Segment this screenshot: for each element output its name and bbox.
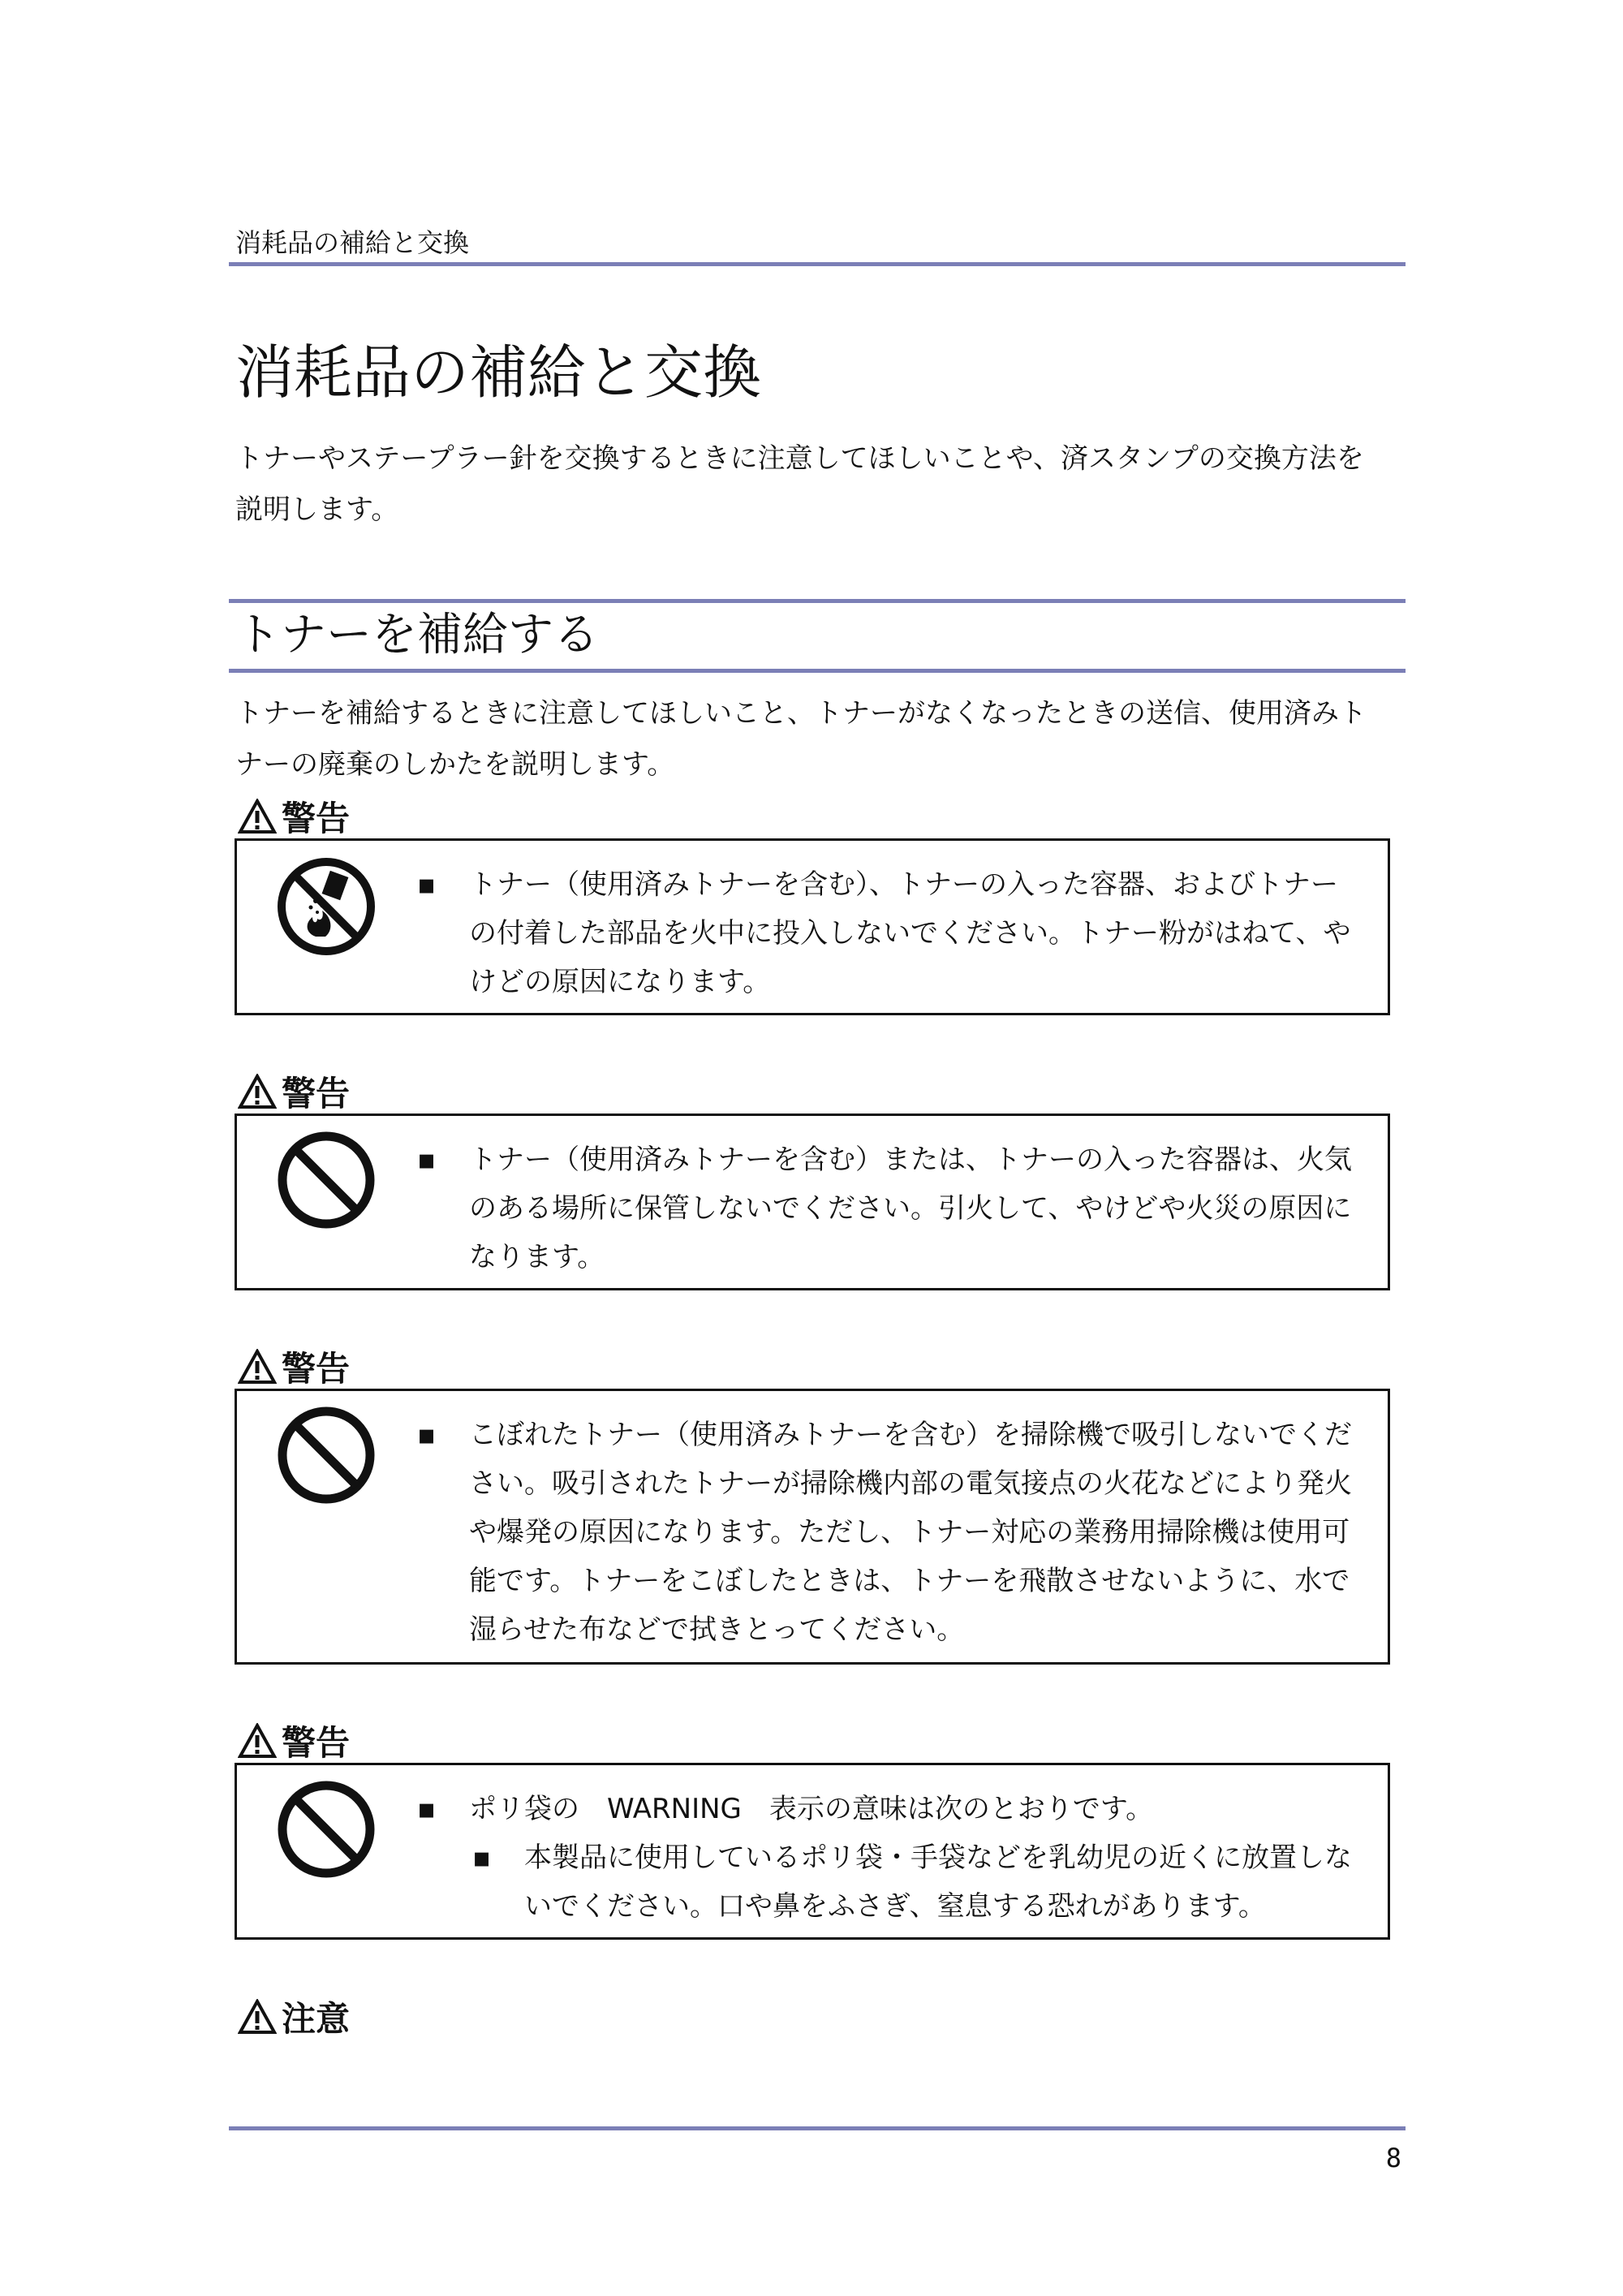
section-rule-top <box>229 599 1406 603</box>
notice-line: トナー（使用済みトナーを含む）、トナーの入った容器、およびトナー <box>469 868 1338 901</box>
warning-label: 警告 <box>282 799 351 838</box>
caution-heading <box>238 1992 350 2041</box>
notice-line: 能です。トナーをこぼしたときは、トナーを飛散させないように、水で <box>469 1565 1350 1597</box>
prohibition-icon <box>275 1404 377 1510</box>
warning-box-1 <box>235 838 1390 1015</box>
header-rule <box>229 262 1406 266</box>
notice-line: のある場所に保管しないでください。引火して、やけどや火災の原因に <box>469 1192 1352 1225</box>
warning-triangle-icon <box>238 1999 277 2035</box>
page-title: 消耗品の補給と交換 <box>235 338 762 407</box>
warning-heading-4 <box>238 1717 350 1765</box>
warning-triangle-icon <box>238 1723 277 1759</box>
no-fire-toner-icon <box>275 855 377 961</box>
notice-line: さい。吸引されたトナーが掃除機内部の電気接点の火花などにより発火 <box>469 1467 1352 1500</box>
prohibition-icon <box>275 1129 377 1234</box>
warning-label: 警告 <box>282 1723 351 1763</box>
notice-line: なります。 <box>469 1241 605 1273</box>
running-header: 消耗品の補給と交換 <box>235 227 470 258</box>
footer-rule <box>229 2126 1406 2130</box>
notice-line: トナー（使用済みトナーを含む）または、トナーの入った容器は、火気 <box>469 1144 1352 1176</box>
warning-triangle-icon <box>238 1349 277 1385</box>
warning-triangle-icon <box>238 799 277 834</box>
notice-line: 湿らせた布などで拭きとってください。 <box>469 1613 965 1646</box>
notice-line: けどの原因になります。 <box>469 966 771 998</box>
warning-box-4 <box>235 1763 1390 1940</box>
notice-line: ポリ袋の WARNING 表示の意味は次のとおりです。 <box>469 1793 1154 1825</box>
warning-heading-3 <box>238 1342 350 1391</box>
section-intro-line-2: ナーの廃棄のしかたを説明します。 <box>235 748 675 781</box>
warning-label: 警告 <box>282 1074 351 1114</box>
warning-box-3 <box>235 1389 1390 1665</box>
page-intro-line-1: トナーやステープラー針を交換するときに注意してほしいことや、済スタンプの交換方法を <box>235 442 1364 475</box>
bullet-marker: ▪ <box>417 868 437 901</box>
notice-line: こぼれたトナー（使用済みトナーを含む）を掃除機で吸引しないでくだ <box>469 1419 1352 1451</box>
bullet-marker: ▪ <box>417 1793 437 1825</box>
warning-box-2 <box>235 1114 1390 1290</box>
warning-heading-2 <box>238 1067 350 1116</box>
warning-label: 警告 <box>282 1349 351 1389</box>
notice-sub-line: いでください。口や鼻をふさぎ、窒息する恐れがあります。 <box>524 1890 1266 1923</box>
notice-line: の付着した部品を火中に投入しないでください。トナー粉がはねて、や <box>469 917 1351 950</box>
page-intro-line-2: 説明します。 <box>235 493 399 526</box>
bullet-marker: ▪ <box>417 1144 437 1176</box>
section-title: トナーを補給する <box>235 609 599 661</box>
section-intro-line-1: トナーを補給するときに注意してほしいこと、トナーがなくなったときの送信、使用済みト <box>235 697 1367 730</box>
prohibition-icon <box>275 1778 377 1884</box>
sub-bullet-marker: ▪ <box>472 1842 492 1874</box>
page-number: 8 <box>1385 2143 1401 2173</box>
notice-line: や爆発の原因になります。ただし、トナー対応の業務用掃除機は使用可 <box>469 1516 1350 1549</box>
caution-label: 注意 <box>282 1999 351 2039</box>
warning-heading-1 <box>238 792 350 841</box>
notice-sub-line: 本製品に使用しているポリ袋・手袋などを乳幼児の近くに放置しな <box>524 1842 1352 1874</box>
section-rule-bottom <box>229 669 1406 673</box>
warning-triangle-icon <box>238 1074 277 1109</box>
bullet-marker: ▪ <box>417 1419 437 1451</box>
